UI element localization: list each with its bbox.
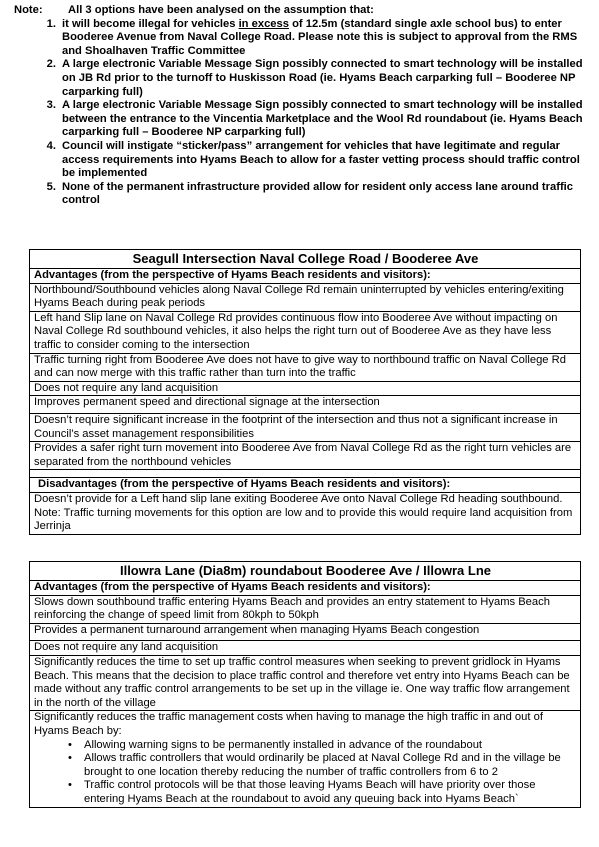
note-label: Note: bbox=[14, 4, 43, 16]
empty-row bbox=[30, 469, 580, 477]
table-row: Traffic turning right from Booderee Ave does not have to give way to northbound traffic on Naval College Rd and can now merge with this traffic rather than turn into the traffic bbox=[30, 353, 580, 381]
list-item: • Allowing warning signs to be permanently installed in advance of the roundabout bbox=[68, 739, 577, 753]
list-item: 4. Council will instigate “sticker/pass” arrangement for vehicles that have legitimate and regular access requirements into Hyams Beach to allow for a faster vetting process should traffic control be implemented bbox=[46, 139, 580, 180]
advantages-heading: Advantages (from the perspective of Hyams Beach residents and visitors): bbox=[30, 580, 580, 595]
table-row: Doesn’t require significant increase in the footprint of the intersection and thus not a significant increase in Council’s asset management responsibilities bbox=[30, 413, 580, 441]
table-title: Seagull Intersection Naval College Road / Booderee Ave bbox=[132, 251, 479, 266]
list-item: 3. A large electronic Variable Message Sign possibly connected to smart technology will be installed between the entrance to the Vincentia Marketplace and the Wool Rd roundabout (ie. Hyams Beach carparking full – Booderee NP carparking full) bbox=[46, 99, 583, 139]
advantages-heading: Advantages (from the perspective of Hyams Beach residents and visitors): bbox=[30, 268, 580, 283]
list-item: • Traffic control protocols will be that those leaving Hyams Beach will have priority over those entering Hyams Beach at the roundabout to avoid any queuing back into Hyams Beach` bbox=[68, 779, 577, 806]
list-item: 5. None of the permanent infrastructure provided allow for resident only access lane around traffic control bbox=[46, 180, 574, 207]
table-row: Left hand Slip lane on Naval College Rd provides continuous flow into Booderee Ave without impacting on Naval College Rd southbound vehicles, it also helps the right turn out of Booderee Ave as they have less traffic to consider coming to the intersection bbox=[30, 311, 580, 353]
table-row: Northbound/Southbound vehicles along Naval College Rd remain uninterrupted by vehicles entering/exiting Hyams Beach during peak periods bbox=[30, 283, 580, 311]
illowra-roundabout-table bbox=[29, 561, 581, 808]
table-row: Does not require any land acquisition bbox=[30, 640, 580, 655]
table-title: Illowra Lane (Dia8m) roundabout Booderee Ave / Illowra Lne bbox=[119, 563, 492, 578]
table-row: Slows down southbound traffic entering Hyams Beach and provides an entry statement to Hyams Beach reinforcing the change of speed limit from 80kph to 50kph bbox=[30, 595, 580, 623]
list-item: • Allows traffic controllers that would ordinarily be placed at Naval College Rd and in the village be brought to one location thereby reducing the number of traffic controllers from 6 to 2 bbox=[68, 752, 577, 779]
table-row: Provides a permanent turnaround arrangement when managing Hyams Beach congestion bbox=[30, 623, 580, 641]
list-item: 2. A large electronic Variable Message Sign possibly connected to smart technology will be installed on JB Rd prior to the turnoff to Huskisson Road (ie. Hyams Beach carparking full – Booderee NP carparking full) bbox=[46, 58, 583, 98]
table-row: Doesn’t provide for a Left hand slip lane exiting Booderee Ave onto Naval College Rd heading southbound. Note: Traffic turning movements for this option are low and to provide this would require land acquisition from Jerrinja bbox=[30, 492, 580, 534]
table-row: Does not require any land acquisition bbox=[30, 381, 580, 396]
bullet-list bbox=[34, 739, 577, 807]
table-row: Provides a safer right turn movement into Booderee Ave from Naval College Rd as the right turn vehicles are separated from the northbound vehicles bbox=[30, 441, 580, 469]
table-row bbox=[30, 710, 580, 806]
assumptions-list bbox=[14, 18, 584, 208]
table-row: Improves permanent speed and directional signage at the intersection bbox=[30, 395, 580, 413]
assumptions-note bbox=[14, 4, 584, 208]
seagull-intersection-table bbox=[29, 249, 581, 535]
row-text: Significantly reduces the traffic management costs when having to manage the high traffic in and out of Hyams Beach by: bbox=[34, 711, 543, 737]
disadvantages-heading: Disadvantages (from the perspective of Hyams Beach residents and visitors): bbox=[30, 477, 580, 492]
note-heading: All 3 options have been analysed on the assumption that: bbox=[68, 4, 374, 16]
list-item: 1. it will become illegal for vehicles in excess of 12.5m (standard single axle school bus) to enter Booderee Avenue from Naval College Road. Please note this is subject to approval from the RMS and Shoalhaven Traffic Committee bbox=[46, 17, 578, 57]
table-row: Significantly reduces the time to set up traffic control measures when seeking to prevent gridlock in Hyams Beach. This means that the decision to place traffic control and therefore vet entry into Hyams Beach can be made without any traffic control arrangements to be set up in the village ie. One way traffic flow arrangement in the north of the village bbox=[30, 655, 580, 710]
